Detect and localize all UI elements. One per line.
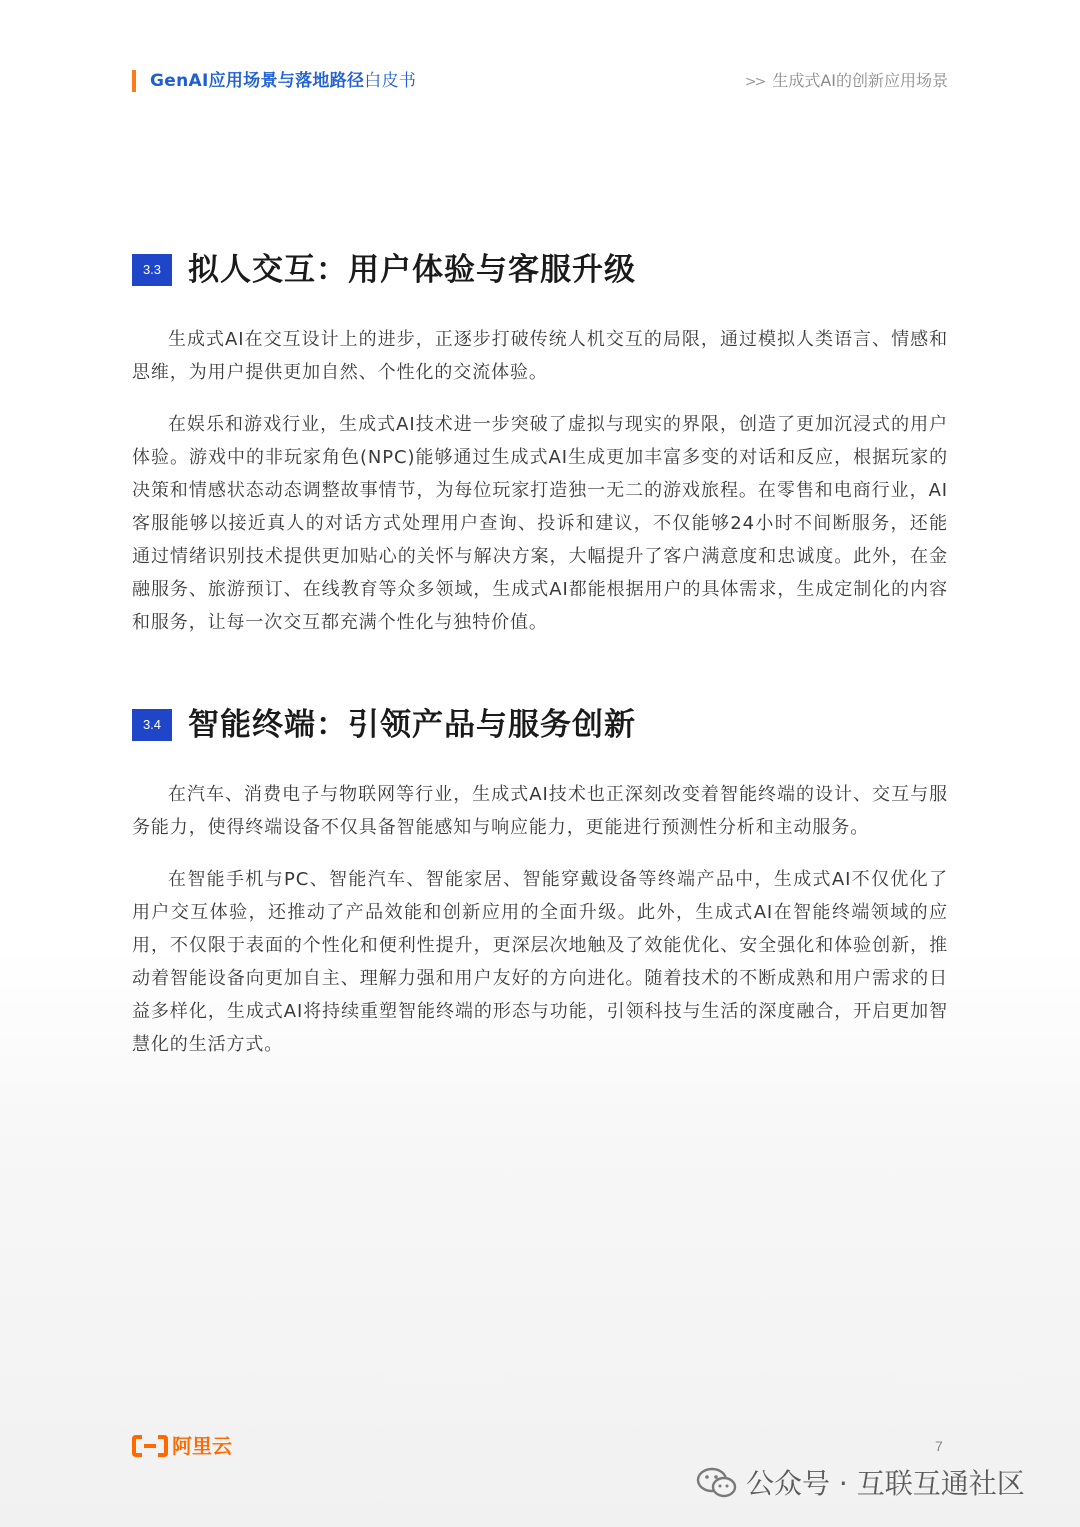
double-chevron-icon: >> <box>744 74 765 90</box>
watermark-text: 公众号 · 互联互通社区 <box>746 1467 1025 1500</box>
chapter-label-text: 生成式AI的创新应用场景 <box>772 71 948 90</box>
section-title: 拟人交互：用户体验与客服升级 <box>188 252 636 288</box>
document-title-main: GenAI应用场景与落地路径 <box>150 71 365 91</box>
paragraph: 生成式AI在交互设计上的进步，正逐步打破传统人机交互的局限，通过模拟人类语言、情感和思维，为用户提供更加自然、个性化的交流体验。 <box>132 329 948 383</box>
section-title: 智能终端：引领产品与服务创新 <box>188 707 636 743</box>
wechat-icon <box>696 1466 738 1500</box>
paragraph: 在汽车、消费电子与物联网等行业，生成式AI技术也正深刻改变着智能终端的设计、交互与服务能力，使得终端设备不仅具备智能感知与响应能力，更能进行预测性分析和主动服务。 <box>132 784 948 838</box>
page-number: 7 <box>935 1438 943 1454</box>
document-title <box>150 70 416 92</box>
paragraph: 在娱乐和游戏行业，生成式AI技术进一步突破了虚拟与现实的界限，创造了更加沉浸式的用户体验。游戏中的非玩家角色(NPC)能够通过生成式AI生成更加丰富多变的对话和反应，根据玩家的决策和情感状态动态调整故事情节，为每位玩家打造独一无二的游戏旅程。在零售和电商行业，AI客服能够以接近真人的对话方式处理用户查询、投诉和建议，不仅能够24小时不间断服务，还能通过情绪识别技术提供更加贴心的关怀与解决方案，大幅提升了客户满意度和忠诚度。此外，在金融服务、旅游预订、在线教育等众多领域，生成式AI都能根据用户的具体需求，生成定制化的内容和服务，让每一次交互都充满个性化与独特价值。 <box>132 414 948 633</box>
section-number-badge: 3.4 <box>132 709 172 741</box>
header-accent-bar <box>132 70 136 92</box>
section-number-badge: 3.3 <box>132 254 172 286</box>
aliyun-logo-icon <box>132 1435 168 1457</box>
page-header <box>132 66 948 96</box>
document-title-suffix: 白皮书 <box>364 71 417 91</box>
aliyun-logo-text: 阿里云 <box>172 1434 232 1458</box>
paragraph: 在智能手机与PC、智能汽车、智能家居、智能穿戴设备等终端产品中，生成式AI不仅优化了用户交互体验，还推动了产品效能和创新应用的全面升级。此外，生成式AI在智能终端领域的应用，不仅限于表面的个性化和便利性提升，更深层次地触及了效能优化、安全强化和体验创新，推动着智能设备向更加自主、理解力强和用户友好的方向进化。随着技术的不断成熟和用户需求的日益多样化，生成式AI将持续重塑智能终端的形态与功能，引领科技与生活的深度融合，开启更加智慧化的生活方式。 <box>132 869 948 1055</box>
chapter-label <box>745 70 948 93</box>
